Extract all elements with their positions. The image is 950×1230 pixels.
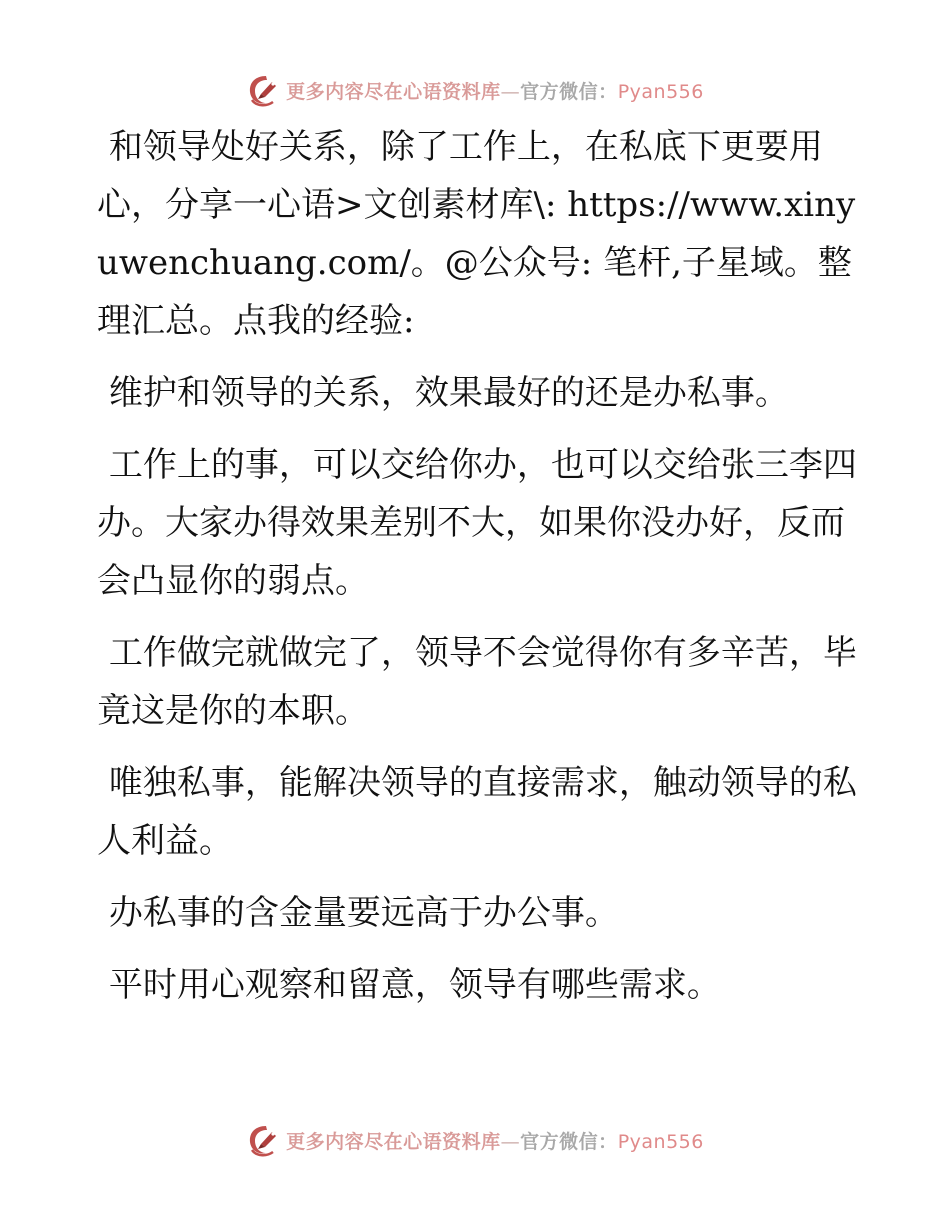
paragraph-4: 工作做完就做完了，领导不会觉得你有多辛苦，毕竟这是你的本职。 xyxy=(97,633,857,731)
banner-brand: 更多内容尽在心语资料库 xyxy=(286,80,501,103)
banner-text xyxy=(286,77,704,104)
paragraph-2: 维护和领导的关系，效果最好的还是办私事。 xyxy=(108,373,789,413)
paragraph-3: 工作上的事，可以交给你办，也可以交给张三李四办。大家办得效果差别不大，如果你没办好，反而会凸显你的弱点。 xyxy=(97,445,857,601)
header-banner xyxy=(0,70,950,110)
banner-dash: — xyxy=(500,80,521,103)
banner-dash: — xyxy=(500,1130,521,1153)
paragraph-6: 办私事的含金量要远高于办公事。 xyxy=(108,893,619,933)
banner-brand: 更多内容尽在心语资料库 xyxy=(286,1130,501,1153)
banner-wechat-id: Pyan556 xyxy=(617,80,704,103)
footer-banner xyxy=(0,1120,950,1160)
pen-nib-swirl-logo-icon xyxy=(246,72,282,108)
banner-wechat-id: Pyan556 xyxy=(617,1130,704,1153)
banner-wechat-label: 官方微信： xyxy=(520,1130,618,1153)
document-body xyxy=(97,118,857,1028)
banner-text xyxy=(286,1127,704,1154)
pen-nib-swirl-logo-icon xyxy=(246,1122,282,1158)
paragraph-1: 和领导处好关系，除了工作上，在私底下更要用心，分享一心语>文创素材库\: https://www.xinyuwenchuang.com/。@公众号: 笔杆,子星域。整理汇总。点我的经验: xyxy=(97,127,856,341)
paragraph-7: 平时用心观察和留意，领导有哪些需求。 xyxy=(108,965,721,1005)
paragraph-5: 唯独私事，能解决领导的直接需求，触动领导的私人利益。 xyxy=(97,763,857,861)
banner-wechat-label: 官方微信： xyxy=(520,80,618,103)
